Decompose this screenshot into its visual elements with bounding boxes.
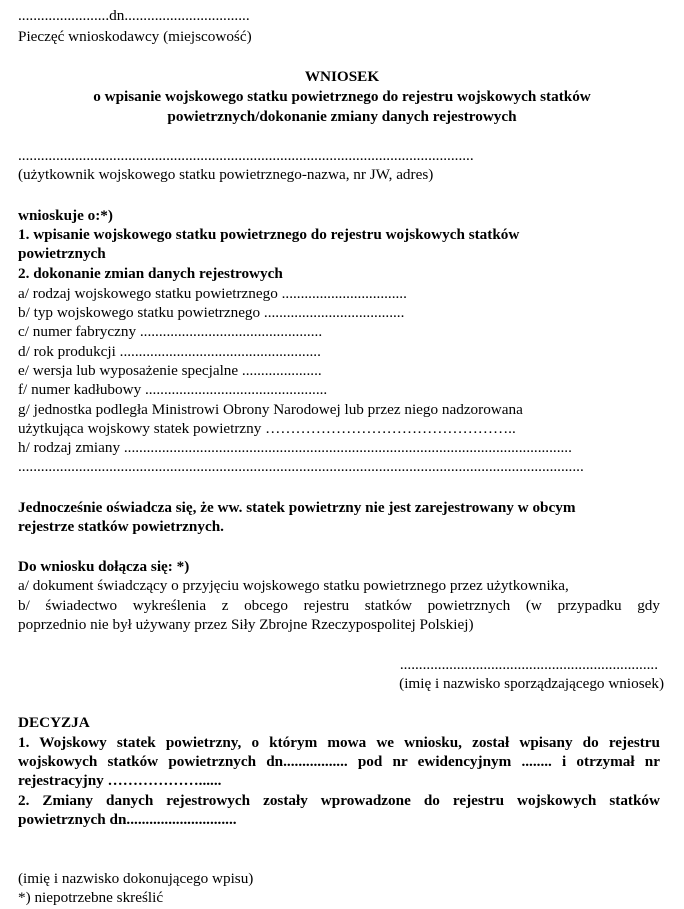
attachments-heading: Do wniosku dołącza się: *): [18, 558, 190, 575]
declaration-line-1: Jednocześnie oświadcza się, że ww. statek powietrzny nie jest zarejestrowany w obcym: [18, 499, 576, 516]
request-item-1-line-2: powietrznych: [18, 245, 106, 262]
signature-label: (imię i nazwisko sporządzającego wniosek): [399, 675, 664, 692]
entry-signature-label: (imię i nazwisko dokonującego wpisu): [18, 870, 254, 887]
request-item-1-line-1: 1. wpisanie wojskowego statku powietrznego do rejestru wojskowych statków: [18, 226, 520, 243]
decision-p2-line-2: powietrznych dn.............................: [18, 811, 237, 828]
document-subtitle-line-1: o wpisanie wojskowego statku powietrznego do rejestru wojskowych statków: [93, 88, 591, 105]
applicant-dots: ........................................................................................................................: [18, 147, 474, 164]
field-hull-number: f/ numer kadłubowy ................................................: [18, 381, 328, 398]
signature-dots: ....................................................................: [399, 656, 658, 673]
field-aircraft-type: b/ typ wojskowego statku powietrznego .....................................: [18, 304, 405, 321]
request-heading: wnioskuje o:*): [18, 207, 113, 224]
decision-p1-line-2: wojskowych statków powietrznych dn................. pod nr ewidencyjnym ........ i otrzymał nr: [18, 753, 660, 770]
field-version: e/ wersja lub wyposażenie specjalne .....................: [18, 362, 322, 379]
request-item-2: 2. dokonanie zmian danych rejestrowych: [18, 265, 283, 282]
document-subtitle-line-2: powietrznych/dokonanie zmiany danych rejestrowych: [167, 108, 517, 125]
attachment-b-line-2: poprzednio nie był używany przez Siły Zbrojne Rzeczypospolitej Polskiej): [18, 616, 474, 633]
field-change-kind: h/ rodzaj zmiany ......................................................................................................................: [18, 439, 572, 456]
attachment-a: a/ dokument świadczący o przyjęciu wojskowego statku powietrznego przez użytkownika,: [18, 577, 569, 594]
document-title: WNIOSEK: [304, 68, 380, 85]
field-serial-number: c/ numer fabryczny ................................................: [18, 323, 323, 340]
decision-p1-line-1: 1. Wojskowy statek powietrzny, o którym mowa we wniosku, został wpisany do rejestru: [18, 734, 660, 751]
field-production-year: d/ rok produkcji .....................................................: [18, 343, 321, 360]
decision-heading: DECYZJA: [18, 714, 90, 731]
date-line: ........................dn.................................: [18, 7, 250, 24]
field-unit-line-1: g/ jednostka podległa Ministrowi Obrony Narodowej lub przez niego nadzorowana: [18, 401, 523, 418]
applicant-label: (użytkownik wojskowego statku powietrznego-nazwa, nr JW, adres): [18, 166, 434, 183]
decision-p1-line-3: rejestracyjny ………………......: [18, 772, 222, 789]
decision-p2-line-1: 2. Zmiany danych rejestrowych zostały wprowadzone do rejestru wojskowych statków: [18, 792, 660, 809]
attachment-b-line-1: b/ świadectwo wykreślenia z obcego rejestru statków powietrznych (w przypadku gdy: [18, 597, 660, 614]
field-unit-line-2: użytkująca wojskowy statek powietrzny …………………………………………..: [18, 420, 516, 437]
field-aircraft-kind: a/ rodzaj wojskowego statku powietrznego .................................: [18, 285, 407, 302]
field-change-kind-continued: .....................................................................................................................................................: [18, 458, 584, 475]
declaration-line-2: rejestrze statków powietrznych.: [18, 518, 224, 535]
footnote: *) niepotrzebne skreślić: [18, 889, 164, 906]
stamp-label: Pieczęć wnioskodawcy (miejscowość): [18, 28, 252, 45]
